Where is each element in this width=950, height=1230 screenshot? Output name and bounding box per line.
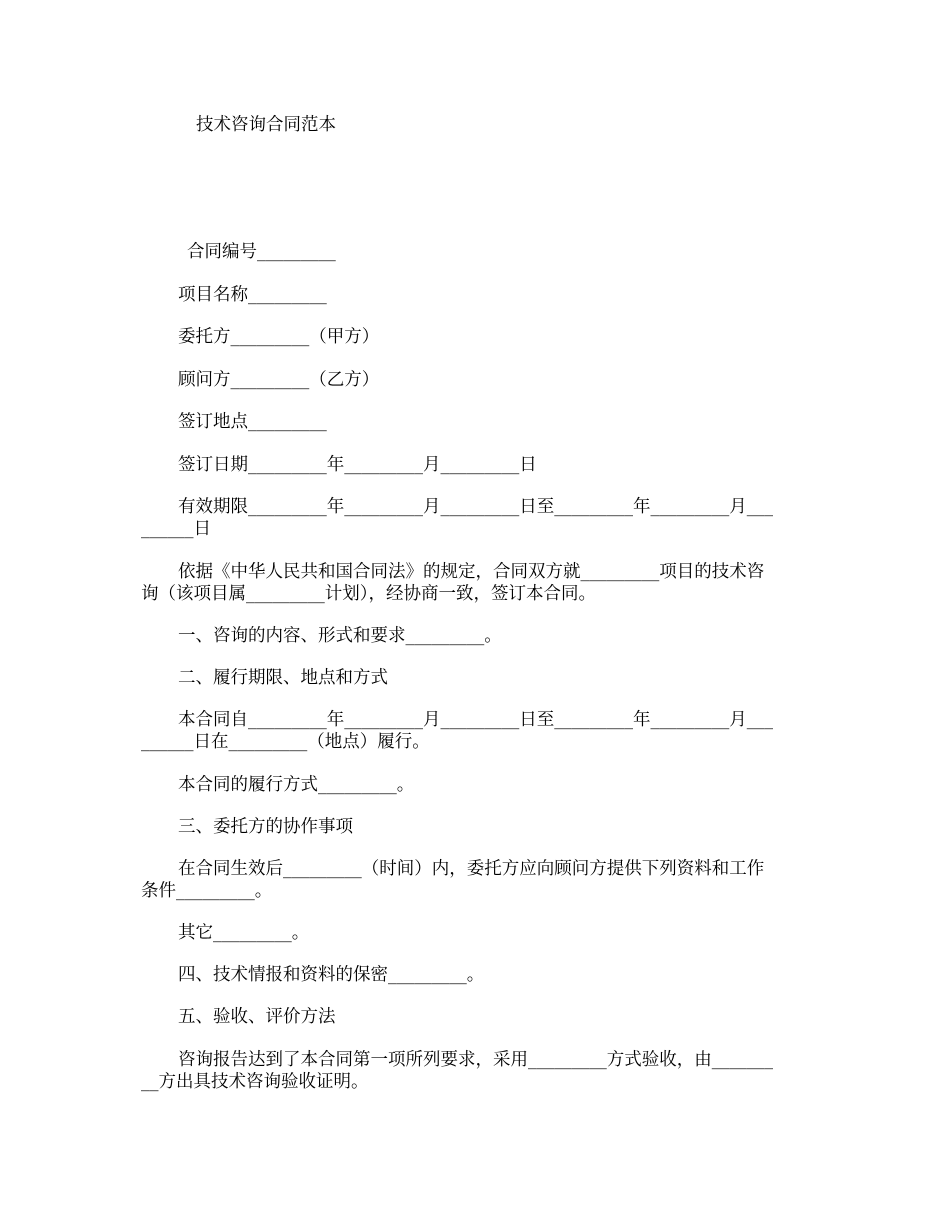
performance-method-line: 本合同的履行方式_________。 (178, 775, 415, 795)
client-party-line: 委托方_________（甲方） (178, 327, 380, 347)
acceptance-line-cont: __方出具技术咨询验收证明。 (141, 1072, 369, 1092)
performance-period-line-cont: ______日在_________（地点）履行。 (141, 732, 430, 752)
section-2-heading: 二、履行期限、地点和方式 (178, 668, 388, 688)
consultant-party-line: 顾问方_________（乙方） (178, 370, 380, 390)
section-1-heading: 一、咨询的内容、形式和要求_________。 (178, 626, 502, 646)
section-4-heading: 四、技术情报和资料的保密_________。 (178, 965, 485, 985)
cooperation-line-cont: 条件_________。 (141, 881, 273, 901)
signing-place-line: 签订地点_________ (178, 412, 327, 432)
section-3-heading: 三、委托方的协作事项 (178, 817, 353, 837)
cooperation-line: 在合同生效后_________（时间）内，委托方应向顾问方提供下列资料和工作 (178, 859, 765, 879)
other-line: 其它_________。 (178, 923, 310, 943)
project-name-line: 项目名称_________ (178, 285, 327, 305)
preamble-line-cont: 询（该项目属_________计划），经协商一致，签订本合同。 (141, 584, 596, 604)
validity-period-line-cont: ______日 (141, 519, 211, 539)
contract-number-line: 合同编号_________ (187, 242, 336, 262)
acceptance-line: 咨询报告达到了本合同第一项所列要求，采用_________方式验收，由_______ (178, 1050, 773, 1070)
section-5-heading: 五、验收、评价方法 (178, 1007, 336, 1027)
preamble-line: 依据《中华人民共和国合同法》的规定，合同双方就_________项目的技术咨 (178, 562, 765, 582)
signing-date-line: 签订日期_________年_________月_________日 (178, 455, 537, 475)
document-title: 技术咨询合同范本 (196, 115, 336, 135)
validity-period-line: 有效期限_________年_________月_________日至_________年_________月___ (178, 497, 773, 517)
performance-period-line: 本合同自_________年_________月_________日至_________年_________月___ (178, 710, 773, 730)
